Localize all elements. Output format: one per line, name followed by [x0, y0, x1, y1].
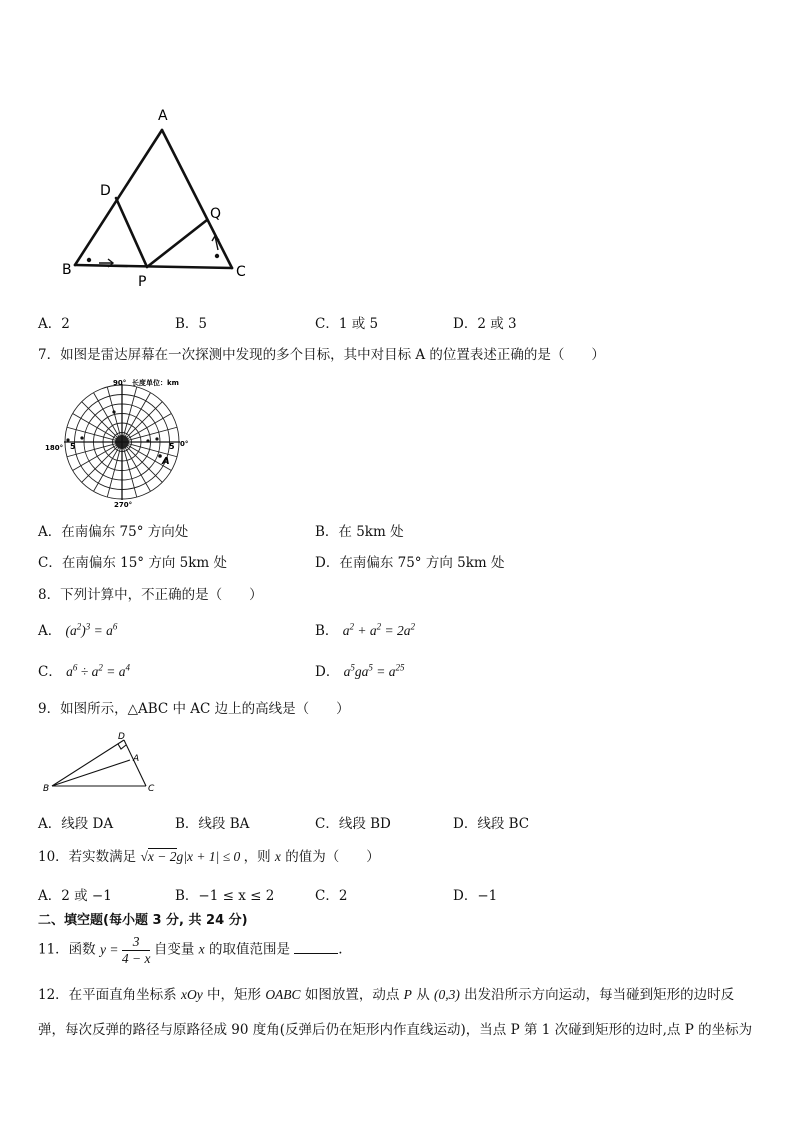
q11-post: 自变量 [153, 941, 195, 958]
q8-option-a-formula: $(a^2)^3 = a^6$ [65, 621, 118, 638]
radar-deg-90: 90° [113, 379, 127, 387]
radar-spoke [127, 402, 162, 437]
label-q: Q [210, 206, 222, 222]
q12-line-1 [38, 983, 734, 1003]
radar-deg-0: 0° [180, 440, 189, 448]
q12-line1-a: 12．在平面直角坐标系 [38, 987, 177, 1003]
q9-label-a: A [133, 754, 140, 764]
q9-option-b[interactable]: B．线段 BA [175, 816, 250, 832]
q7-stem: 7．如图是雷达屏幕在一次探测中发现的多个目标，其中对目标 A 的位置表述正确的是（ ） [38, 347, 605, 363]
label-d: D [100, 183, 111, 199]
q11-stem [38, 934, 343, 967]
q8-option-b[interactable] [315, 619, 415, 639]
q12-coord-system: xOy [180, 987, 203, 1002]
q8-option-b-formula: $a^2 + a^2 = 2a^2$ [342, 621, 415, 638]
q9-stem: 9．如图所示，△ABC 中 AC 边上的高线是（ ） [38, 701, 350, 717]
label-a: A [158, 108, 168, 124]
q6-option-d[interactable]: D．2 或 3 [453, 316, 517, 332]
segment-bc [75, 265, 232, 268]
q10-stem-post: ，则 [243, 849, 271, 865]
q6-option-a[interactable]: A．2 [38, 316, 70, 332]
radar-deg-270: 270° [114, 501, 133, 509]
q11-function: y = $\frac{3}{4 - x}$ [99, 934, 151, 966]
q8-option-d[interactable] [315, 660, 405, 680]
radar-spoke [82, 447, 117, 482]
q9-option-a[interactable]: A．线段 DA [38, 816, 114, 832]
right-angle-mark [118, 744, 126, 749]
q6-option-c[interactable]: C．1 或 5 [315, 316, 379, 332]
q9-label-d: D [118, 732, 125, 742]
q6-option-b[interactable]: B．5 [175, 316, 208, 332]
radar-spoke [82, 402, 117, 437]
q12-line1-e: 出发沿所示方向运动，每当碰到矩形的边时反 [464, 987, 735, 1003]
q10-stem-pre: 10．若实数满足 [38, 849, 137, 865]
q12-line-2: 弹，每次反弹的路径与原路径成 90 度角(反弹后仍在矩形内作直线运动)，当点 P 第 1 次碰到矩形的边时,点 P 的坐标为 [38, 1022, 753, 1038]
q10-stem-end: 的值为（ ） [285, 849, 380, 865]
q8-option-c[interactable] [38, 660, 130, 680]
q11-pre: 11．函数 [38, 941, 96, 958]
radar-unit-label: 长度单位：km [132, 379, 179, 387]
q9-triangle-figure [40, 728, 170, 794]
q6-triangle-figure [55, 100, 265, 295]
q9-option-c[interactable]: C．线段 BD [315, 816, 391, 832]
q8-option-a[interactable] [38, 619, 117, 639]
radar-figure [44, 374, 204, 510]
segment-ab [75, 130, 162, 265]
q11-answer-blank[interactable] [294, 941, 338, 954]
q10-option-c[interactable]: C．2 [315, 888, 348, 904]
radar-deg-180: 180° [45, 444, 64, 452]
q7-option-a[interactable]: A．在南偏东 75° 方向处 [38, 524, 189, 540]
q11-fraction: $\frac{3}{4 - x}$ [121, 934, 151, 966]
radar-spoke [127, 447, 162, 482]
q8-option-d-label: D． [315, 664, 340, 680]
q10-var-x: x [274, 849, 281, 864]
q8-option-c-label: C． [38, 664, 62, 680]
q8-option-a-label: A． [38, 623, 62, 639]
q9-label-c: C [148, 784, 155, 794]
q12-start-point: (0,3) [434, 987, 460, 1002]
q10-condition: √x − 2g|x + 1| ≤ 0 [140, 849, 244, 864]
label-b: B [62, 262, 72, 278]
q9-label-b: B [43, 784, 50, 794]
q10-option-a[interactable]: A．2 或 −1 [38, 888, 112, 904]
segment-dp [116, 198, 147, 267]
q12-line1-d: 从 [416, 987, 430, 1003]
q10-option-b[interactable]: B．−1 ≤ x ≤ 2 [175, 888, 275, 904]
q8-option-d-formula: $a^5ga^5 = a^{25}$ [343, 662, 405, 679]
q10-stem [38, 845, 380, 865]
q12-line1-b: 中，矩形 [207, 987, 262, 1003]
q11-tail: . [338, 941, 343, 958]
label-p: P [138, 274, 147, 290]
segment-bd [52, 740, 124, 786]
q7-option-b[interactable]: B．在 5km 处 [315, 524, 404, 540]
q11-var-x: x [198, 941, 205, 957]
segment-ba [52, 760, 130, 786]
q11-end: 的取值范围是 [208, 941, 290, 958]
q12-rect-name: OABC [265, 987, 301, 1002]
q7-option-c[interactable]: C．在南偏东 15° 方向 5km 处 [38, 555, 227, 571]
q8-option-b-label: B． [315, 623, 339, 639]
q10-option-d[interactable]: D．−1 [453, 888, 498, 904]
dot-near-c [215, 254, 219, 258]
radar-right-5: 5 [169, 442, 175, 451]
q8-option-c-formula: $a^6 \div a^2 = a^4$ [66, 662, 130, 679]
q9-option-d[interactable]: D．线段 BC [453, 816, 530, 832]
q8-stem: 8．下列计算中，不正确的是（ ） [38, 587, 263, 603]
q12-line1-c: 如图放置，动点 [304, 987, 400, 1003]
q7-option-d[interactable]: D．在南偏东 75° 方向 5km 处 [315, 555, 505, 571]
dot-near-b [87, 258, 91, 262]
radar-target-a: A [162, 456, 170, 467]
segment-pq [147, 220, 207, 267]
q12-point-p: P [403, 987, 412, 1002]
label-c: C [236, 264, 246, 280]
section-2-title: 二、填空题(每小题 3 分, 共 24 分) [38, 913, 248, 928]
radar-left-5: 5 [70, 442, 76, 451]
